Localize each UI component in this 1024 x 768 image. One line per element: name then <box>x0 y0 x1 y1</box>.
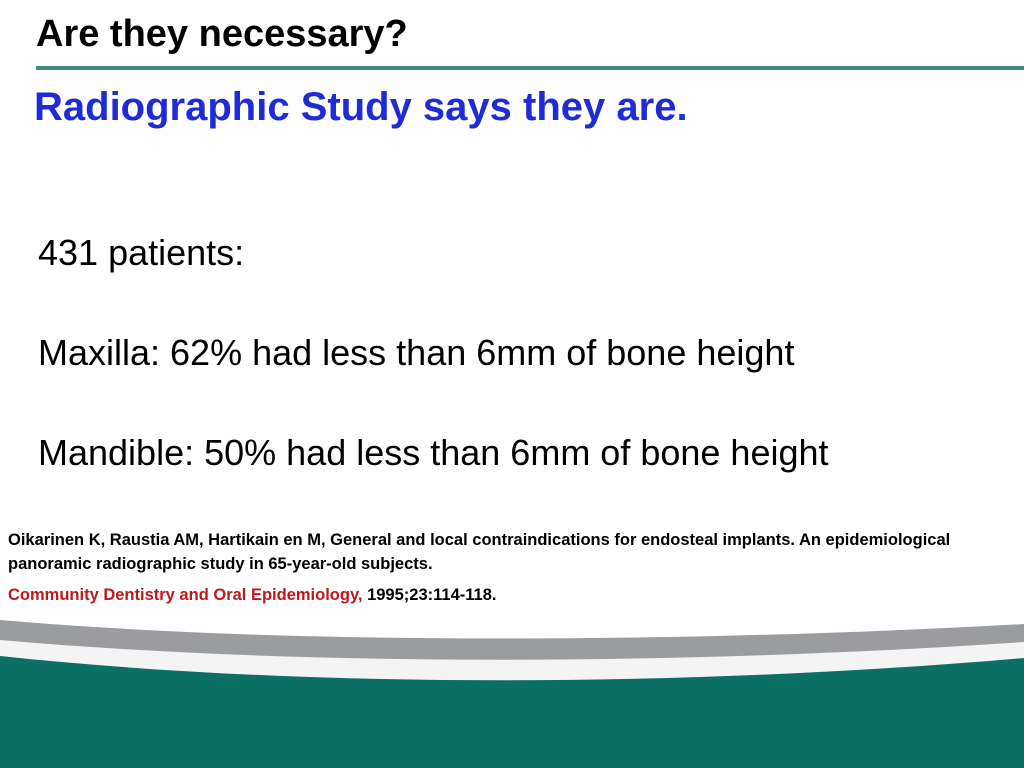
publication-details: 1995;23:114-118. <box>362 586 497 604</box>
slide-title: Are they necessary? <box>36 13 408 55</box>
citation-text: Oikarinen K, Raustia AM, Hartikain en M, General and local contraindications for endosteal implants. An epidemiological panoramic radiographic study in 65-year-old subjects. <box>8 531 951 573</box>
maxilla-finding-text: Maxilla: 62% had less than 6mm of bone height <box>38 332 795 373</box>
title-divider <box>36 66 1024 70</box>
patients-count-text: 431 patients: <box>38 232 245 273</box>
mandible-finding-text: Mandible: 50% had less than 6mm of bone height <box>38 432 829 473</box>
footer-swoosh-decoration <box>0 600 1024 768</box>
journal-name: Community Dentistry and Oral Epidemiology, <box>8 586 363 604</box>
slide-subtitle: Radiographic Study says they are. <box>34 85 688 129</box>
